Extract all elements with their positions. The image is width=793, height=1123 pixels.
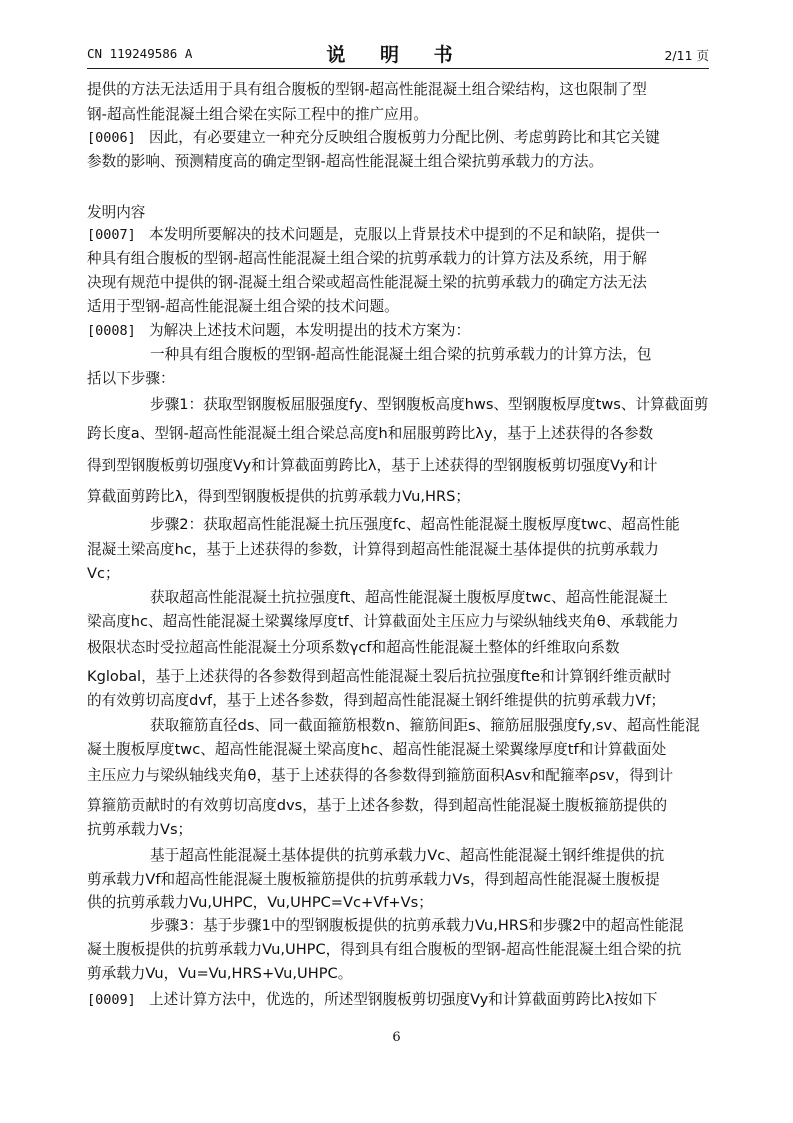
body-line: 括以下步骤： — [87, 370, 175, 387]
body-line: 凝土腹板提供的抗剪承载力Vu,UHPC，得到具有组合腹板的型钢-超高性能混凝土组合梁的抗 — [87, 941, 682, 958]
body-line: 提供的方法无法适用于具有组合腹板的型钢-超高性能混凝土组合梁结构，这也限制了型 — [87, 81, 647, 98]
body-line: Kglobal，基于上述获得的各参数得到超高性能混凝土裂后抗拉强度fte和计算钢纤维贡献时 — [87, 668, 672, 685]
body-line: 得到型钢腹板剪切强度Vy和计算截面剪跨比λ，基于上述获得的型钢腹板剪切强度Vy和计 — [87, 457, 658, 474]
header-rule — [87, 68, 709, 69]
paragraph-number: [0007] — [87, 227, 136, 243]
body-line: 参数的影响、预测精度高的确定型钢-超高性能混凝土组合梁抗剪承载力的方法。 — [87, 153, 604, 170]
body-line: 混凝土梁高度hc，基于上述获得的参数，计算得到超高性能混凝土基体提供的抗剪承载力 — [87, 541, 659, 558]
body-line: 极限状态时受拉超高性能混凝土分项系数γcf和超高性能混凝土整体的纤维取向系数 — [87, 639, 620, 656]
body-line: 基于超高性能混凝土基体提供的抗剪承载力Vc、超高性能混凝土钢纤维提供的抗 — [150, 847, 665, 864]
body-line: 步骤2：获取超高性能混凝土抗压强度fc、超高性能混凝土腹板厚度twc、超高性能 — [150, 516, 680, 533]
patent-number: CN 119249586 A — [87, 46, 193, 61]
body-line: 剪承载力Vu，Vu=Vu,HRS+Vu,UHPC。 — [87, 965, 353, 982]
body-line: 一种具有组合腹板的型钢-超高性能混凝土组合梁的抗剪承载力的计算方法，包 — [150, 346, 652, 363]
body-line: [0009] 上述计算方法中，优选的，所述型钢腹板剪切强度Vy和计算截面剪跨比λ按如下 — [87, 991, 658, 1008]
paragraph-number: [0009] — [87, 992, 136, 1008]
paragraph-number: [0008] — [87, 323, 136, 339]
body-line: 剪承载力Vf和超高性能混凝土腹板箍筋提供的抗剪承载力Vs，得到超高性能混凝土腹板提 — [87, 871, 660, 888]
body-line: 供的抗剪承载力Vu,UHPC，Vu,UHPC=Vc+Vf+Vs； — [87, 894, 433, 911]
body-line: 梁高度hc、超高性能混凝土梁翼缘厚度tf、计算截面处主压应力与梁纵轴线夹角θ、承载能力 — [87, 613, 679, 630]
body-line: 跨长度a、型钢-超高性能混凝土组合梁总高度h和屈服剪跨比λy，基于上述获得的各参数 — [87, 425, 654, 442]
body-line: 决现有规范中提供的钢-混凝土组合梁或超高性能混凝土梁的抗剪承载力的确定方法无法 — [87, 274, 647, 291]
body-line: 的有效剪切高度dvf，基于上述各参数，得到超高性能混凝土钢纤维提供的抗剪承载力Vf； — [87, 692, 666, 709]
body-line: 步骤1：获取型钢腹板屈服强度fy、型钢腹板高度hws、型钢腹板厚度tws、计算截面剪 — [150, 396, 709, 413]
page-number: 6 — [392, 1030, 401, 1045]
body-line: [0007] 本发明所要解决的技术问题是，克服以上背景技术中提到的不足和缺陷，提供一 — [87, 226, 660, 243]
body-line: 算箍筋贡献时的有效剪切高度dvs，基于上述各参数，得到超高性能混凝土腹板箍筋提供的 — [87, 797, 668, 814]
body-line: 算截面剪跨比λ，得到型钢腹板提供的抗剪承载力Vu,HRS； — [87, 488, 470, 505]
section-heading: 发明内容 — [87, 204, 146, 221]
paragraph-number: [0006] — [87, 130, 136, 146]
body-line: 获取箍筋直径ds、同一截面箍筋根数n、箍筋间距s、箍筋屈服强度fy,sv、超高性能混 — [150, 717, 700, 734]
body-line: 钢-超高性能混凝土组合梁在实际工程中的推广应用。 — [87, 106, 428, 123]
body-line: 步骤3：基于步骤1中的型钢腹板提供的抗剪承载力Vu,HRS和步骤2中的超高性能混 — [150, 917, 684, 934]
body-line: 适用于型钢-超高性能混凝土组合梁的技术问题。 — [87, 298, 399, 315]
body-line: 种具有组合腹板的型钢-超高性能混凝土组合梁的抗剪承载力的计算方法及系统，用于解 — [87, 250, 647, 267]
body-line: 主压应力与梁纵轴线夹角θ，基于上述获得的各参数得到箍筋面积Asv和配箍率ρsv，得到计 — [87, 767, 674, 784]
body-line: [0006] 因此，有必要建立一种充分反映组合腹板剪力分配比例、考虑剪跨比和其它关键 — [87, 129, 660, 146]
body-line: [0008] 为解决上述技术问题，本发明提出的技术方案为： — [87, 322, 471, 339]
page-counter: 2/11 页 — [664, 48, 709, 63]
page-title: 说 明 书 — [326, 44, 467, 66]
body-line: 凝土腹板厚度twc、超高性能混凝土梁高度hc、超高性能混凝土梁翼缘厚度tf和计算截面处 — [87, 741, 667, 758]
body-line: 获取超高性能混凝土抗拉强度ft、超高性能混凝土腹板厚度twc、超高性能混凝土 — [150, 589, 668, 606]
body-line: Vc； — [87, 565, 120, 582]
body-line: 抗剪承载力Vs； — [87, 821, 193, 838]
